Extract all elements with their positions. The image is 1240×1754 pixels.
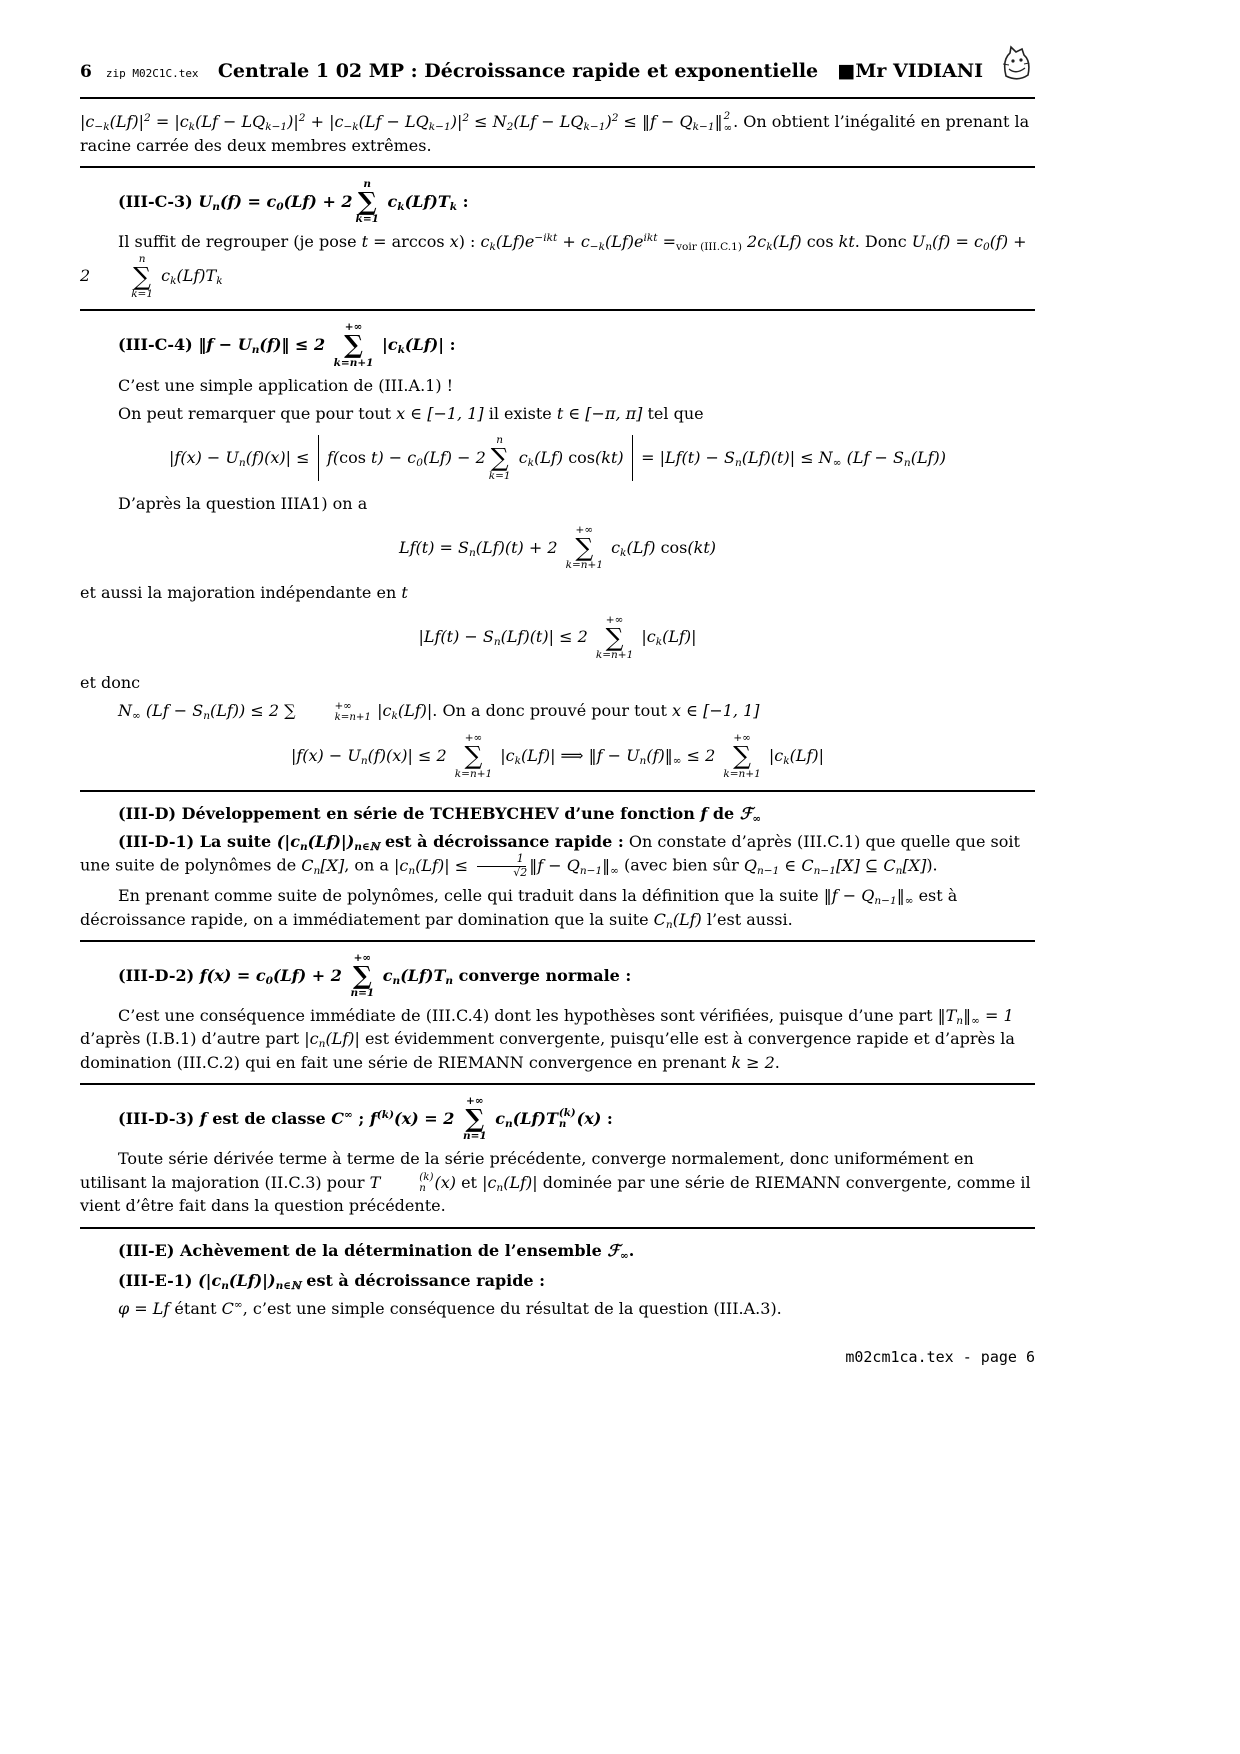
paragraph-et-donc: et donc xyxy=(80,673,141,693)
heading-iii-e-1: (III-E-1) $(|c_n(Lf)|)_{n\in ℕ}$ est à décroissance rapide : xyxy=(118,1270,546,1293)
section-divider xyxy=(80,940,1035,942)
page-footer xyxy=(80,1348,1035,1366)
heading-iii-d-3: (III-D-3) f est de classe C∞ ; $f^{(k)}(x) = 2$ +∞ ∑ n=1 $c_n(Lf)T$ (k) n (x) : xyxy=(118,1094,613,1143)
file-label: zip M02C1C.tex xyxy=(105,67,199,80)
paragraph-iii-c-4-remark: On peut remarquer que pour tout x ∈ [−1, 1] il existe t ∈ [−π, π] tel que xyxy=(118,403,704,423)
section-divider xyxy=(80,1083,1035,1085)
paragraph-iii-e-1: φ = Lf étant C∞, c’est une simple conséquence du résultat de la question (III.A.3). xyxy=(118,1299,782,1319)
header-rule xyxy=(80,97,1035,99)
page-title: Centrale 1 02 MP : Décroissance rapide et exponentielle xyxy=(217,60,819,82)
paragraph-iii-d-3: Toute série dérivée terme à terme de la série précédente, converge normalement, donc uniformément en utilisant la majoration (II.C.3) pour T (k) n (x) et $|c_n(Lf)|$ dominée par une série de RIEMANN convergente, comme il vient d’être fait dans la question précédente. xyxy=(80,1149,1031,1216)
heading-iii-d-2: (III-D-2) $f(x) = c_0(Lf) + 2$ +∞ ∑ n=1 $c_n(Lf)T_n$ converge normale : xyxy=(118,951,632,1000)
paragraph-iii-c-3: Il suffit de regrouper (je pose t = arccos x) : $c_k(Lf)e^{-ikt} + c_{-k}(Lf)e^{ikt} =_{voir (III.C.1)}$ $2c_k(Lf)$ cos kt. Donc $U_n(f) = c_0(f) + 2$ n ∑ k=1 $c_k(Lf)T_k$ xyxy=(80,232,1027,301)
paragraph-iii-d-2: C’est une conséquence immédiate de (III.C.4) dont les hypothèses sont vérifiées, puisque d’une part $‖T_n‖_\infty = 1$ d’après (I.B.1) d’autre part $|c_n(Lf)|$ est évidemment convergente, puisqu’elle est à convergence rapide et d’après la domination (III.C.2) qui en fait une série de RIEMANN convergence en prenant k ≥ 2. xyxy=(80,1006,1015,1072)
page-number: 6 xyxy=(80,62,92,82)
paragraph-ninf: $N_\infty$ $(Lf - S_n(Lf)) \le 2$ ∑ +∞ k=n+1 $|c_k(Lf)|$. On a donc prouvé pour tout x ∈ [−1, 1] xyxy=(118,699,760,723)
paragraph-iii-d-1-suite: En prenant comme suite de polynômes, celle qui traduit dans la définition que la suite ‖f − $Q_{n-1}‖_\infty$ est à décroissance rapide, on a immédiatement par domination que la suite $C_n(Lf)$ l’est aussi. xyxy=(80,886,958,931)
cat-emblem-icon xyxy=(997,44,1035,88)
heading-iii-c-3: (III-C-3) $U_n(f) = c_0(Lf) + 2$ n ∑ k=1 $c_k(Lf)T_k$ : xyxy=(118,177,469,226)
paragraph-iii-d-1: (III-D-1) La suite $(|c_n(Lf)|)_{n\in ℕ}$ est à décroissance rapide : On constate d’après (III.C.1) que quelle que soit une suite de polynômes de $C_n[X]$, on a $|c_n(Lf)|$ ≤ $\frac{1}{√2}$ ‖f − $Q_{n-1}‖_\infty$ (avec bien sûr $Q_{n-1}$ ∈ $C_{n-1}[X]$ ⊆ $C_n[X]$). xyxy=(80,831,1020,879)
heading-iii-c-4: (III-C-4) ‖f − $U_n(f)‖ \le 2$ +∞ ∑ k=n+1 $|c_k(Lf)|$ : xyxy=(118,321,456,369)
author-label: ■Mr VIDIANI xyxy=(837,60,983,82)
footer-label: m02cm1ca.tex - page 6 xyxy=(845,1348,1035,1367)
intro-paragraph: $|c_{-k}(Lf)|^2 = |c_k(Lf - LQ_{k-1})|^2 + |c_{-k}(Lf - LQ_{k-1})|^2 \le N_2(Lf - LQ_{k-1})^2$ ≤ ‖f − $Q_{k-1}‖$ 2 ∞ . On obtient l’inégalité en prenant la racine carrée des deux membres extrêmes. xyxy=(80,110,1030,155)
paragraph-majoration-independante: et aussi la majoration indépendante en t xyxy=(80,583,408,603)
heading-iii-d: (III-D) Développement en série de TCHEBYCHEV d’une fonction f de ℱ$_\infty$ xyxy=(118,803,762,825)
heading-iii-e: (III-E) Achèvement de la détermination de l’ensemble ℱ$_\infty$. xyxy=(118,1240,635,1262)
page-header xyxy=(80,60,1035,88)
paragraph-iii-c-4-application: C’est une simple application de (III.A.1) ! xyxy=(118,375,454,395)
display-equation-lf: $Lf(t) = S_n(Lf)(t) + 2$ +∞ ∑ k=n+1 $c_k(Lf)$ cos(kt) xyxy=(399,523,716,572)
section-divider xyxy=(80,309,1035,311)
paragraph-dapres-iiia1: D’après la question IIIA1) on a xyxy=(118,493,368,513)
display-equation-maj: $|Lf(t) - S_n(Lf)(t)| \le 2$ +∞ ∑ k=n+1 $|c_k(Lf)|$ xyxy=(418,613,697,662)
section-divider xyxy=(80,1227,1035,1229)
section-divider xyxy=(80,790,1035,792)
section-divider xyxy=(80,166,1035,168)
display-equation-implication: $|f(x) - U_n(f)(x)| \le 2$ +∞ ∑ k=n+1 $|c_k(Lf)|$ ⟹ ‖f − $U_n(f)‖_\infty \le 2$ +∞ ∑ k=n+1 $|c_k(Lf)|$ xyxy=(290,732,825,780)
display-equation-majoration: $|f(x) - U_n(f)(x)| \le f(\cos$ $t) - c_0(Lf) - 2$ n ∑ k=1 $c_k(Lf) \cos(kt) = |Lf(t) - S_n(Lf)(t)| \le N_\infty$ $(Lf - S_n(Lf))$ xyxy=(169,434,946,482)
